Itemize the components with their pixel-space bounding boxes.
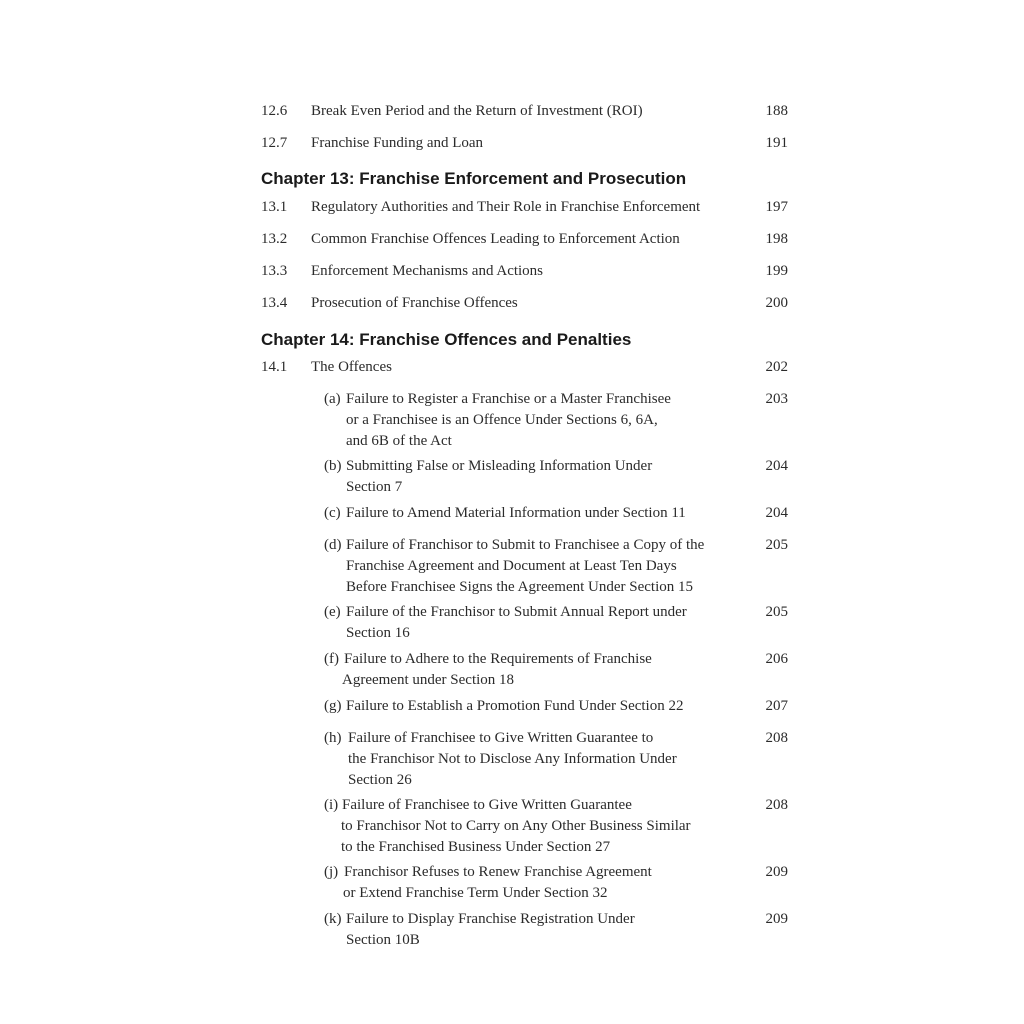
entry-title: Franchise Funding and Loan bbox=[311, 135, 484, 151]
subentry-line: Franchisor Refuses to Renew Franchise Agreement bbox=[344, 864, 652, 880]
toc-subentry-e bbox=[324, 602, 788, 644]
subentry-line: Agreement under Section 18 bbox=[342, 672, 515, 688]
subentry-line: Failure to Register a Franchise or a Master Franchisee bbox=[346, 391, 671, 407]
entry-title: Break Even Period and the Return of Investment (ROI) bbox=[311, 103, 643, 119]
subentry-page: 207 bbox=[765, 698, 788, 714]
subentry-line: Failure of Franchisee to Give Written Guarantee to bbox=[348, 730, 654, 746]
entry-page: 188 bbox=[765, 103, 788, 119]
chapter-13-heading: Chapter 13: Franchise Enforcement and Prosecution bbox=[261, 169, 687, 188]
subentry-line: Failure of Franchisee to Give Written Guarantee bbox=[342, 797, 632, 813]
subentry-line: Section 26 bbox=[348, 772, 412, 788]
subentry-line: the Franchisor Not to Disclose Any Information Under bbox=[348, 751, 677, 767]
entry-title: Prosecution of Franchise Offences bbox=[311, 295, 518, 311]
chapter-14-heading: Chapter 14: Franchise Offences and Penalties bbox=[261, 330, 632, 349]
subentry-page: 209 bbox=[765, 911, 788, 927]
subentry-line: Failure to Establish a Promotion Fund Under Section 22 bbox=[346, 698, 684, 714]
toc-subentry-g bbox=[324, 696, 788, 717]
subentry-page: 203 bbox=[765, 391, 788, 407]
toc-subentry-a bbox=[324, 389, 788, 452]
subentry-line: Section 7 bbox=[346, 479, 403, 495]
subentry-label: (c) bbox=[324, 505, 341, 521]
toc-subentry-b bbox=[324, 456, 788, 498]
subentry-label: (f) bbox=[324, 651, 339, 667]
subentry-line: or a Franchisee is an Offence Under Sections 6, 6A, bbox=[346, 412, 658, 428]
subentry-label: (h) bbox=[324, 730, 342, 746]
entry-page: 198 bbox=[765, 231, 788, 247]
subentry-line: Failure of Franchisor to Submit to Franchisee a Copy of the bbox=[346, 537, 705, 553]
entry-title: Regulatory Authorities and Their Role in Franchise Enforcement bbox=[311, 199, 701, 215]
subentry-page: 209 bbox=[765, 864, 788, 880]
subentry-line: to Franchisor Not to Carry on Any Other Business Similar bbox=[341, 818, 691, 834]
entry-number: 13.4 bbox=[261, 295, 288, 311]
toc-subentry-h bbox=[324, 728, 788, 791]
entry-title: Common Franchise Offences Leading to Enforcement Action bbox=[311, 231, 680, 247]
subentry-label: (g) bbox=[324, 698, 342, 714]
entry-number: 14.1 bbox=[261, 359, 288, 375]
toc-subentry-k bbox=[324, 909, 788, 951]
subentry-line: Failure to Display Franchise Registration Under bbox=[346, 911, 635, 927]
subentry-label: (k) bbox=[324, 911, 342, 927]
entry-number: 13.1 bbox=[261, 199, 288, 215]
entry-number: 12.7 bbox=[261, 135, 288, 151]
subentry-label: (e) bbox=[324, 604, 341, 620]
entry-title: The Offences bbox=[311, 359, 392, 375]
entry-number: 13.2 bbox=[261, 231, 288, 247]
subentry-page: 208 bbox=[765, 730, 788, 746]
subentry-label: (b) bbox=[324, 458, 342, 474]
subentry-page: 204 bbox=[765, 458, 788, 474]
entry-page: 200 bbox=[765, 295, 788, 311]
toc-subentry-j bbox=[324, 862, 788, 904]
entry-number: 12.6 bbox=[261, 103, 288, 119]
subentry-line: Section 10B bbox=[346, 932, 420, 948]
entry-title: Enforcement Mechanisms and Actions bbox=[311, 263, 544, 279]
subentry-page: 205 bbox=[765, 537, 788, 553]
toc-subentry-i bbox=[324, 795, 788, 858]
toc-subentry-f bbox=[324, 649, 788, 691]
subentry-page: 205 bbox=[765, 604, 788, 620]
subentry-line: Failure to Adhere to the Requirements of Franchise bbox=[344, 651, 652, 667]
subentry-page: 208 bbox=[765, 797, 788, 813]
entry-page: 191 bbox=[765, 135, 788, 151]
entry-page: 199 bbox=[765, 263, 788, 279]
subentry-label: (j) bbox=[324, 864, 339, 880]
subentry-line: Section 16 bbox=[346, 625, 410, 641]
entry-number: 13.3 bbox=[261, 263, 288, 279]
subentry-line: Failure to Amend Material Information under Section 11 bbox=[346, 505, 686, 521]
subentry-line: to the Franchised Business Under Section 27 bbox=[341, 839, 611, 855]
subentry-page: 206 bbox=[765, 651, 788, 667]
subentry-line: Submitting False or Misleading Information Under bbox=[346, 458, 653, 474]
subentry-label: (a) bbox=[324, 391, 341, 407]
entry-page: 197 bbox=[765, 199, 788, 215]
subentry-line: Before Franchisee Signs the Agreement Under Section 15 bbox=[346, 579, 693, 595]
subentry-line: or Extend Franchise Term Under Section 32 bbox=[343, 885, 608, 901]
subentry-line: and 6B of the Act bbox=[346, 433, 452, 449]
subentry-label: (d) bbox=[324, 537, 342, 553]
subentry-line: Failure of the Franchisor to Submit Annual Report under bbox=[346, 604, 687, 620]
toc-subentry-d bbox=[324, 535, 788, 598]
entry-page: 202 bbox=[765, 359, 788, 375]
subentry-page: 204 bbox=[765, 505, 788, 521]
toc-subentry-c bbox=[324, 503, 788, 524]
subentry-line: Franchise Agreement and Document at Least Ten Days bbox=[346, 558, 677, 574]
subentry-label: (i) bbox=[324, 797, 339, 813]
